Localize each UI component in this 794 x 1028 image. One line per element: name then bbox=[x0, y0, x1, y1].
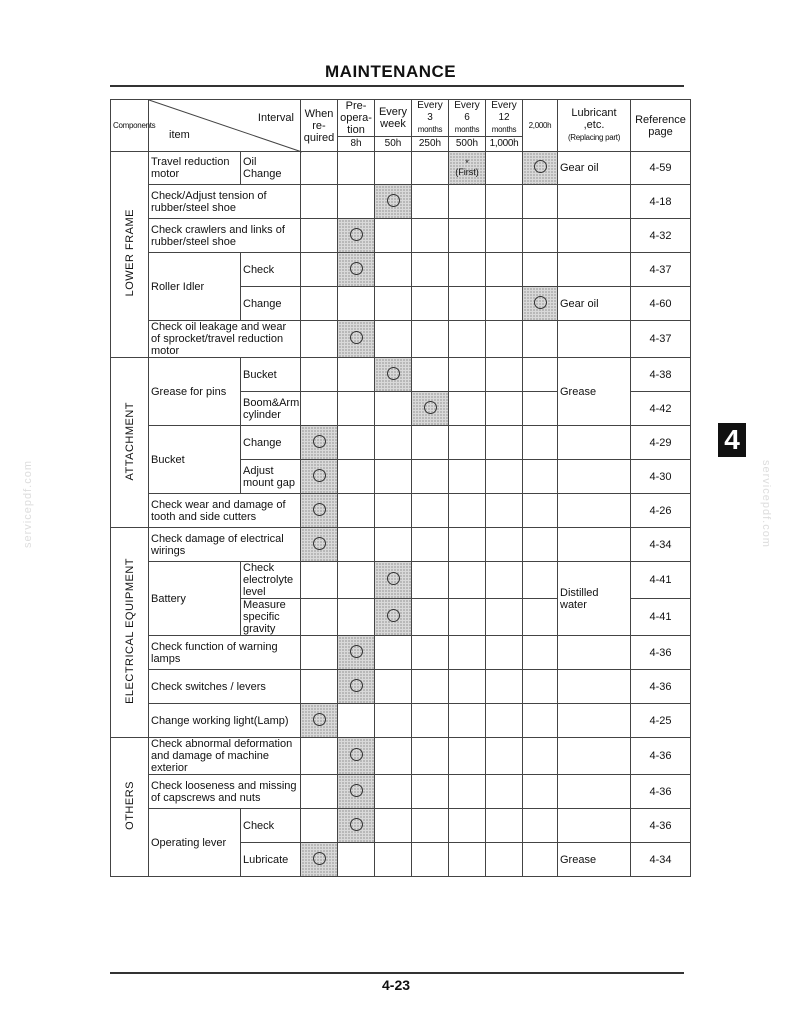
reference-page: 4-59 bbox=[631, 152, 691, 185]
interval-mark bbox=[350, 645, 363, 658]
table-row bbox=[111, 636, 691, 670]
table-row bbox=[111, 321, 691, 358]
item-cell: Grease for pins bbox=[149, 358, 241, 426]
interval-mark bbox=[534, 296, 547, 309]
maintenance-table bbox=[110, 99, 691, 877]
interval-mark bbox=[387, 572, 400, 585]
group-others: OTHERS bbox=[111, 738, 149, 877]
sub-item-cell: Bucket bbox=[241, 358, 301, 392]
header-50h: 50h bbox=[375, 137, 412, 152]
item-cell: Check crawlers and links of rubber/steel shoe bbox=[149, 219, 301, 253]
page-title: MAINTENANCE bbox=[325, 62, 457, 81]
header-interval-item bbox=[149, 100, 301, 152]
header-250h: 250h bbox=[412, 137, 449, 152]
item-cell: Check function of warning lamps bbox=[149, 636, 301, 670]
interval-mark bbox=[313, 537, 326, 550]
sub-item-cell: Change bbox=[241, 426, 301, 460]
reference-page: 4-32 bbox=[631, 219, 691, 253]
item-cell: Check damage of electrical wirings bbox=[149, 528, 301, 562]
header-every-12-months: Every 12 months bbox=[486, 100, 523, 137]
table-row bbox=[111, 704, 691, 738]
sub-item-cell: Check electrolyte level bbox=[241, 562, 301, 599]
item-cell: Battery bbox=[149, 562, 241, 636]
header-interval: Interval bbox=[257, 112, 294, 124]
page-number: 4-23 bbox=[382, 977, 411, 993]
reference-page: 4-36 bbox=[631, 636, 691, 670]
interval-mark bbox=[424, 401, 437, 414]
reference-page: 4-36 bbox=[631, 809, 691, 843]
title-rule bbox=[110, 85, 684, 87]
reference-page: 4-26 bbox=[631, 494, 691, 528]
interval-mark bbox=[313, 503, 326, 516]
lubricant-cell: Gear oil bbox=[558, 287, 631, 321]
table-row bbox=[111, 253, 691, 287]
table-row bbox=[111, 185, 691, 219]
reference-page: 4-37 bbox=[631, 321, 691, 358]
group-lower-frame: LOWER FRAME bbox=[111, 152, 149, 358]
item-cell: Operating lever bbox=[149, 809, 241, 877]
header-row bbox=[111, 100, 691, 137]
reference-page: 4-25 bbox=[631, 704, 691, 738]
header-8h: 8h bbox=[338, 137, 375, 152]
item-cell: Check oil leakage and wear of sprocket/travel reduction motor bbox=[149, 321, 301, 358]
reference-page: 4-41 bbox=[631, 599, 691, 636]
interval-mark bbox=[350, 228, 363, 241]
lubricant-cell: Grease bbox=[558, 358, 631, 426]
header-500h: 500h bbox=[449, 137, 486, 152]
interval-mark bbox=[534, 160, 547, 173]
interval-mark bbox=[313, 469, 326, 482]
lubricant-cell: Grease bbox=[558, 843, 631, 877]
table-row bbox=[111, 775, 691, 809]
reference-page: 4-34 bbox=[631, 528, 691, 562]
interval-mark bbox=[350, 818, 363, 831]
reference-page: 4-42 bbox=[631, 392, 691, 426]
item-cell: Check/Adjust tension of rubber/steel shoe bbox=[149, 185, 301, 219]
group-electrical-equipment: ELECTRICAL EQUIPMENT bbox=[111, 528, 149, 738]
reference-page: 4-37 bbox=[631, 253, 691, 287]
reference-page: 4-60 bbox=[631, 287, 691, 321]
lubricant-cell: Distilled water bbox=[558, 562, 631, 636]
reference-page: 4-30 bbox=[631, 460, 691, 494]
interval-mark bbox=[350, 784, 363, 797]
header-every-6-months: Every 6 months bbox=[449, 100, 486, 137]
interval-mark bbox=[387, 194, 400, 207]
item-cell: Bucket bbox=[149, 426, 241, 494]
header-reference-page: Reference page bbox=[631, 100, 691, 152]
watermark-right: servicepdf.com bbox=[760, 460, 772, 548]
sub-item-cell: Boom&Arm cylinder bbox=[241, 392, 301, 426]
header-diagonal bbox=[149, 100, 302, 152]
footer-rule bbox=[110, 972, 684, 974]
reference-page: 4-36 bbox=[631, 670, 691, 704]
header-every-3-months: Every 3 months bbox=[412, 100, 449, 137]
header-every-week: Every week bbox=[375, 100, 412, 137]
interval-mark bbox=[387, 609, 400, 622]
item-cell: Check wear and damage of tooth and side cutters bbox=[149, 494, 301, 528]
header-when-required: When re- quired bbox=[301, 100, 338, 152]
header-lubricant: Lubricant ,etc. (Replacing part) bbox=[558, 100, 631, 152]
interval-mark bbox=[313, 713, 326, 726]
table-row bbox=[111, 528, 691, 562]
table-row bbox=[111, 738, 691, 775]
table-row bbox=[111, 426, 691, 460]
sub-item-cell: Check bbox=[241, 809, 301, 843]
sub-item-cell: Change bbox=[241, 287, 301, 321]
sub-item-cell: Lubricate bbox=[241, 843, 301, 877]
reference-page: 4-34 bbox=[631, 843, 691, 877]
table-row bbox=[111, 809, 691, 843]
table-row bbox=[111, 562, 691, 599]
item-cell: Check switches / levers bbox=[149, 670, 301, 704]
interval-mark bbox=[350, 262, 363, 275]
reference-page: 4-18 bbox=[631, 185, 691, 219]
item-cell: Travel reduction motor bbox=[149, 152, 241, 185]
header-components: Components bbox=[111, 100, 149, 152]
item-cell: Change working light(Lamp) bbox=[149, 704, 301, 738]
reference-page: 4-36 bbox=[631, 738, 691, 775]
group-attachment: ATTACHMENT bbox=[111, 358, 149, 528]
reference-page: 4-36 bbox=[631, 775, 691, 809]
item-cell: Check looseness and missing of capscrews and nuts bbox=[149, 775, 301, 809]
interval-mark bbox=[350, 748, 363, 761]
interval-mark bbox=[313, 852, 326, 865]
watermark-left: servicepdf.com bbox=[22, 460, 34, 548]
sub-item-cell: Measure specific gravity bbox=[241, 599, 301, 636]
sub-item-cell: Adjust mount gap bbox=[241, 460, 301, 494]
interval-mark bbox=[350, 331, 363, 344]
interval-mark bbox=[313, 435, 326, 448]
table-row bbox=[111, 670, 691, 704]
interval-mark bbox=[387, 367, 400, 380]
sub-item-cell: Check bbox=[241, 253, 301, 287]
table-row bbox=[111, 494, 691, 528]
item-cell: Check abnormal deformation and damage of machine exterior bbox=[149, 738, 301, 775]
header-1000h: 1,000h bbox=[486, 137, 523, 152]
header-pre-operation: Pre- opera- tion bbox=[338, 100, 375, 137]
table-row bbox=[111, 219, 691, 253]
item-cell: Roller Idler bbox=[149, 253, 241, 321]
header-item: item bbox=[169, 129, 190, 141]
interval-mark bbox=[350, 679, 363, 692]
reference-page: 4-29 bbox=[631, 426, 691, 460]
header-2000h: 2,000h bbox=[523, 100, 558, 152]
lubricant-cell: Gear oil bbox=[558, 152, 631, 185]
sub-item-cell: Oil Change bbox=[241, 152, 301, 185]
table-row bbox=[111, 358, 691, 392]
first-interval-mark: * (First) bbox=[449, 152, 486, 185]
reference-page: 4-38 bbox=[631, 358, 691, 392]
reference-page: 4-41 bbox=[631, 562, 691, 599]
chapter-tab: 4 bbox=[718, 423, 746, 457]
table-row bbox=[111, 152, 691, 185]
